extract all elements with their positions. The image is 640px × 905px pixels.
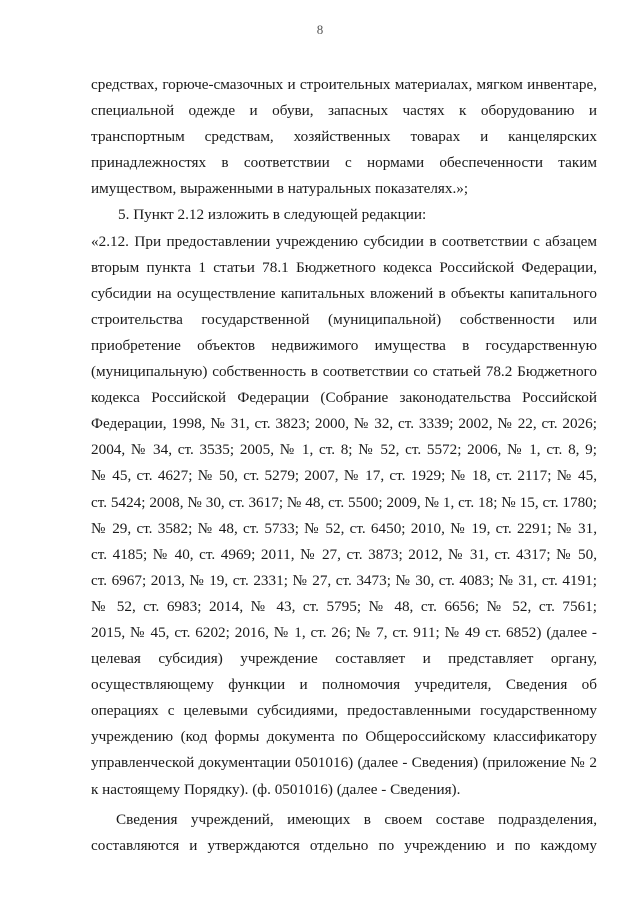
text-line: субсидии на осуществление капитальных вложений в объекты капитального xyxy=(91,284,597,302)
text-line: (муниципальную) собственность в соответствии со статьей 78.2 Бюджетного xyxy=(91,363,597,381)
text-line: № 45, ст. 4627; № 50, ст. 5279; 2007, № 17, ст. 1929; № 18, ст. 2117; № 45, xyxy=(91,467,597,485)
page-number: 8 xyxy=(316,22,324,37)
text-line: строительства государственной (муниципальной) собственности или xyxy=(91,310,597,328)
text-line: вторым пункта 1 статьи 78.1 Бюджетного кодекса Российской Федерации, xyxy=(91,258,597,276)
text-line: учреждению (код формы документа по Общероссийскому классификатору xyxy=(91,728,597,746)
text-line: принадлежностях в соответствии с нормами обеспеченности таким xyxy=(91,154,597,172)
text-line: средствах, горюче-смазочных и строительных материалах, мягком инвентаре, xyxy=(91,76,597,93)
text-line: управленческой документации 0501016) (далее - Сведения) (приложение № 2 xyxy=(91,754,597,772)
text-line: «2.12. При предоставлении учреждению субсидии в соответствии с абзацем xyxy=(91,232,597,250)
text-line: операциях с целевыми субсидиями, предоставленными государственному xyxy=(91,702,597,720)
text-line: 2004, № 34, ст. 3535; 2005, № 1, ст. 8; № 52, ст. 5572; 2006, № 1, ст. 8, 9; xyxy=(91,441,597,459)
text-line: ст. 4185; № 40, ст. 4969; 2011, № 27, ст. 3873; 2012, № 31, ст. 4317; № 50, xyxy=(91,545,597,563)
text-line: Федерации, 1998, № 31, ст. 3823; 2000, № 32, ст. 3339; 2002, № 22, ст. 2026; xyxy=(91,415,597,433)
text-line: ст. 5424; 2008, № 30, ст. 3617; № 48, ст. 5500; 2009, № 1, ст. 18; № 15, ст. 1780; xyxy=(91,493,597,511)
text-line: приобретение объектов недвижимого имущества в государственную xyxy=(91,336,597,354)
text-line: специальной одежде и обуви, запасных частях к оборудованию и xyxy=(91,102,597,120)
text-line: имуществом, выраженными в натуральных показателях.»; xyxy=(91,180,469,198)
text-line: Сведения учреждений, имеющих в своем составе подразделения, xyxy=(116,810,597,828)
text-line: транспортным средствам, хозяйственных товарах и канцелярских xyxy=(91,128,597,146)
text-line: № 29, ст. 3582; № 48, ст. 5733; № 52, ст. 6450; 2010, № 19, ст. 2291; № 31, xyxy=(91,519,597,537)
text-line: составляются и утверждаются отдельно по учреждению и по каждому xyxy=(91,836,597,854)
text-line: к настоящему Порядку). (ф. 0501016) (далее - Сведения). xyxy=(91,780,461,798)
text-line: № 52, ст. 6983; 2014, № 43, ст. 5795; № 48, ст. 6656; № 52, ст. 7561; xyxy=(91,597,597,615)
text-line: осуществляющему функции и полномочия учредителя, Сведения об xyxy=(91,676,597,694)
text-line: ст. 6967; 2013, № 19, ст. 2331; № 27, ст. 3473; № 30, ст. 4083; № 31, ст. 4191; xyxy=(91,571,597,589)
text-line: 2015, № 45, ст. 6202; 2016, № 1, ст. 26; № 7, ст. 911; № 49 ст. 6852) (далее - xyxy=(91,623,597,641)
text-line: кодекса Российской Федерации (Собрание законодательства Российской xyxy=(91,389,597,407)
text-line: 5. Пункт 2.12 изложить в следующей редакции: xyxy=(118,206,427,224)
document-body xyxy=(91,72,597,859)
text-line: целевая субсидия) учреждение составляет и представляет органу, xyxy=(91,650,597,668)
